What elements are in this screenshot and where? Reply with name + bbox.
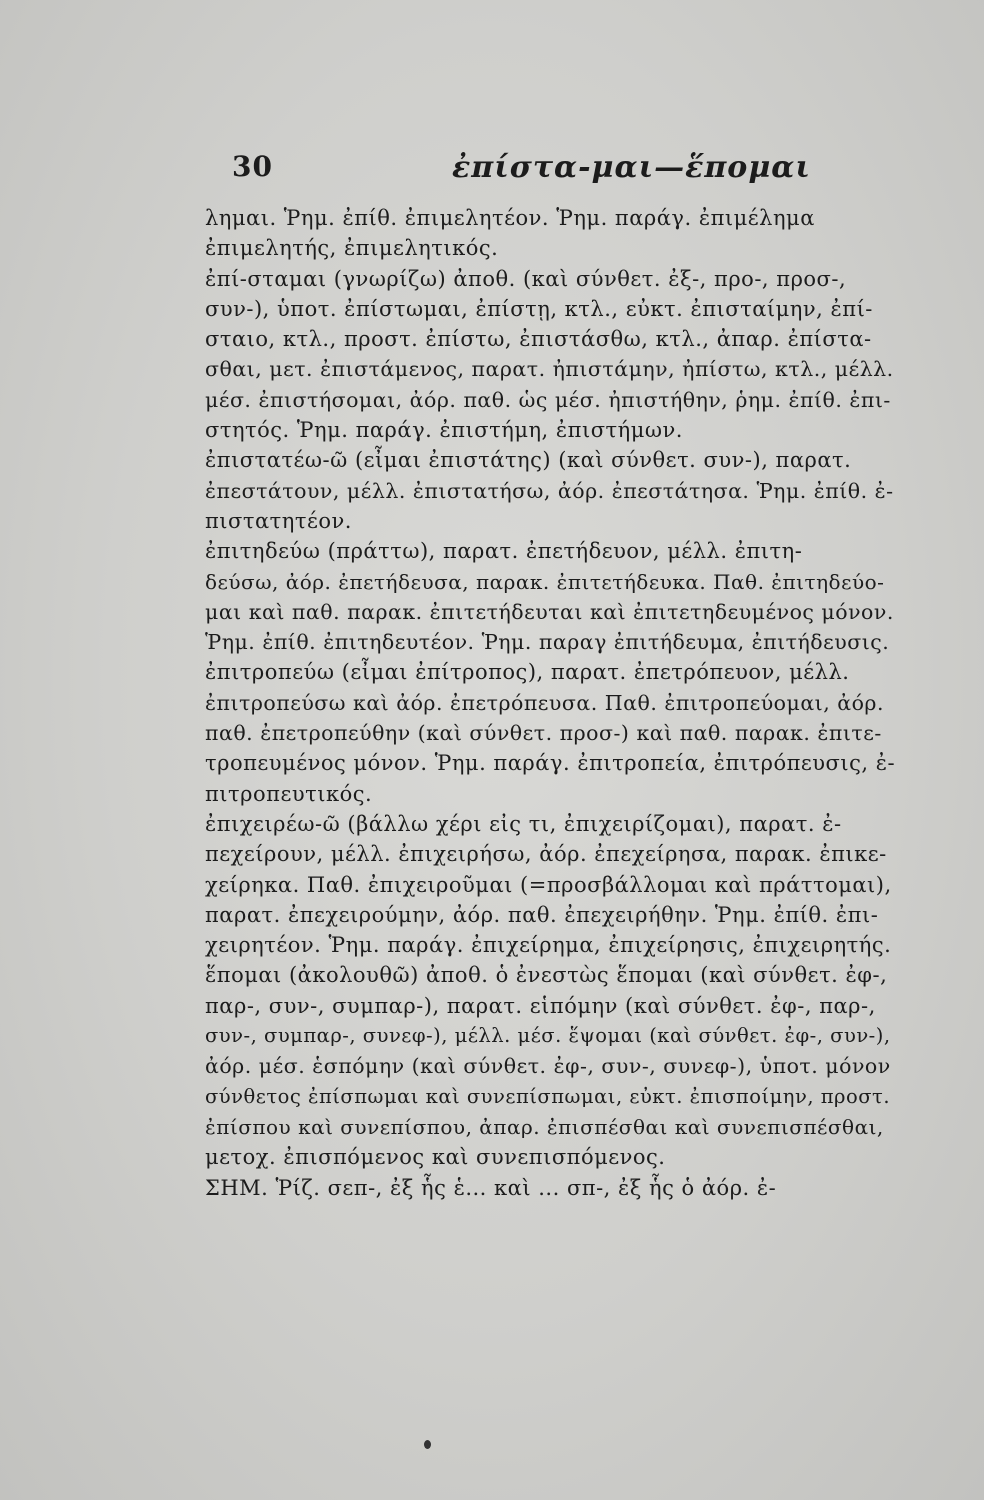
text-line: μετοχ. ἐπισπόμενος καὶ συνεπισπόμενος. [205, 1145, 666, 1170]
running-title: ἐπίστα-μαι—ἕπομαι [452, 150, 811, 185]
text-line: σταιο, κτλ., προστ. ἐπίστω, ἐπιστάσθω, κτλ., ἀπαρ. ἐπίστα- [205, 327, 872, 352]
text-line: ἐπί-σταμαι (γνωρίζω) ἀποθ. (καὶ σύνθετ. ἐξ-, προ-, προσ-, [205, 266, 847, 291]
text-line: στητός. Ῥημ. παράγ. ἐπιστήμη, ἐπιστήμων. [205, 418, 683, 443]
text-line: συν-), ὑποτ. ἐπίστωμαι, ἐπίστῃ, κτλ., εὐκτ. ἐπισταίμην, ἐπί- [205, 296, 873, 321]
text-line: ἐπιτροπεύσω καὶ ἀόρ. ἐπετρόπευσα. Παθ. ἐπιτροπεύομαι, ἀόρ. [205, 690, 884, 715]
text-line: παρατ. ἐπεχειρούμην, ἀόρ. παθ. ἐπεχειρήθην. Ῥημ. ἐπίθ. ἐπι- [205, 902, 879, 927]
dictionary-text [205, 203, 895, 1203]
text-line: παρ-, συν-, συμπαρ-), παρατ. εἱπόμην (καὶ σύνθετ. ἐφ-, παρ-, [205, 993, 876, 1018]
text-line: χείρηκα. Παθ. ἐπιχειροῦμαι (=προσβάλλομαι καὶ πράττομαι), [205, 872, 892, 897]
text-line: Ῥημ. ἐπίθ. ἐπιτηδευτέον. Ῥημ. παραγ ἐπιτήδευμα, ἐπιτήδευσις. [205, 630, 890, 655]
text-line: ἐπίσπου καὶ συνεπίσπου, ἀπαρ. ἐπισπέσθαι καὶ συνεπισπέσθαι, [205, 1114, 884, 1139]
text-line: πιστατητέον. [205, 508, 352, 533]
ink-speck [424, 1440, 431, 1449]
text-line: ἐπιτροπεύω (εἶμαι ἐπίτροπος), παρατ. ἐπετρόπευον, μέλλ. [205, 660, 850, 685]
text-line: πεχείρουν, μέλλ. ἐπιχειρήσω, ἀόρ. ἐπεχείρησα, παρακ. ἐπικε- [205, 842, 887, 867]
text-line: ἐπιστατέω-ῶ (εἶμαι ἐπιστάτης) (καὶ σύνθετ. συν-), παρατ. [205, 448, 852, 473]
text-line: μαι καὶ παθ. παρακ. ἐπιτετήδευται καὶ ἐπιτετηδευμένος μόνον. [205, 599, 894, 624]
text-line: χειρητέον. Ῥημ. παράγ. ἐπιχείρημα, ἐπιχείρησις, ἐπιχειρητής. [205, 933, 892, 958]
text-line: πιτροπευτικός. [205, 781, 373, 806]
text-line: δεύσω, ἀόρ. ἐπετήδευσα, παρακ. ἐπιτετήδευκα. Παθ. ἐπιτηδεύο- [205, 569, 885, 594]
text-line: ἐπιτηδεύω (πράττω), παρατ. ἐπετήδευον, μέλλ. ἐπιτη- [205, 539, 803, 564]
text-line: ἐπεστάτουν, μέλλ. ἐπιστατήσω, ἀόρ. ἐπεστάτησα. Ῥημ. ἐπίθ. ἐ- [205, 478, 894, 503]
page-number: 30 [232, 150, 273, 183]
text-line: συν-, συμπαρ-, συνεφ-), μέλλ. μέσ. ἕψομαι (καὶ σύνθετ. ἐφ-, συν-), [205, 1024, 891, 1048]
page-header [232, 150, 902, 190]
text-line: σύνθετος ἐπίσπωμαι καὶ συνεπίσπωμαι, εὐκτ. ἐπισποίμην, προστ. [205, 1084, 891, 1108]
text-line: σθαι, μετ. ἐπιστάμενος, παρατ. ἠπιστάμην, ἠπίστω, κτλ., μέλλ. [205, 357, 894, 382]
text-line: ἕπομαι (ἀκολουθῶ) ἀποθ. ὁ ἐνεστὼς ἕπομαι (καὶ σύνθετ. ἐφ-, [205, 963, 888, 988]
text-line: ἀόρ. μέσ. ἑσπόμην (καὶ σύνθετ. ἐφ-, συν-, συνεφ-), ὑποτ. μόνον [205, 1054, 891, 1079]
text-line: παθ. ἐπετροπεύθην (καὶ σύνθετ. προσ-) καὶ παθ. παρακ. ἐπιτε- [205, 721, 882, 746]
text-line: ΣΗΜ. Ῥίζ. σεπ-, ἐξ ἧς ἑ... καὶ ... σπ-, ἐξ ἧς ὁ ἀόρ. ἐ- [205, 1175, 777, 1200]
text-line: ἐπιχειρέω-ῶ (βάλλω χέρι εἰς τι, ἐπιχειρίζομαι), παρατ. ἐ- [205, 811, 842, 836]
text-line: τροπευμένος μόνον. Ῥημ. παράγ. ἐπιτροπεία, ἐπιτρόπευσις, ἐ- [205, 751, 896, 776]
text-line: ἐπιμελητής, ἐπιμελητικός. [205, 236, 499, 261]
text-line: λημαι. Ῥημ. ἐπίθ. ἐπιμελητέον. Ῥημ. παράγ. ἐπιμέλημα [205, 206, 815, 230]
text-line: μέσ. ἐπιστήσομαι, ἀόρ. παθ. ὡς μέσ. ἠπιστήθην, ῥημ. ἐπίθ. ἐπι- [205, 387, 891, 412]
